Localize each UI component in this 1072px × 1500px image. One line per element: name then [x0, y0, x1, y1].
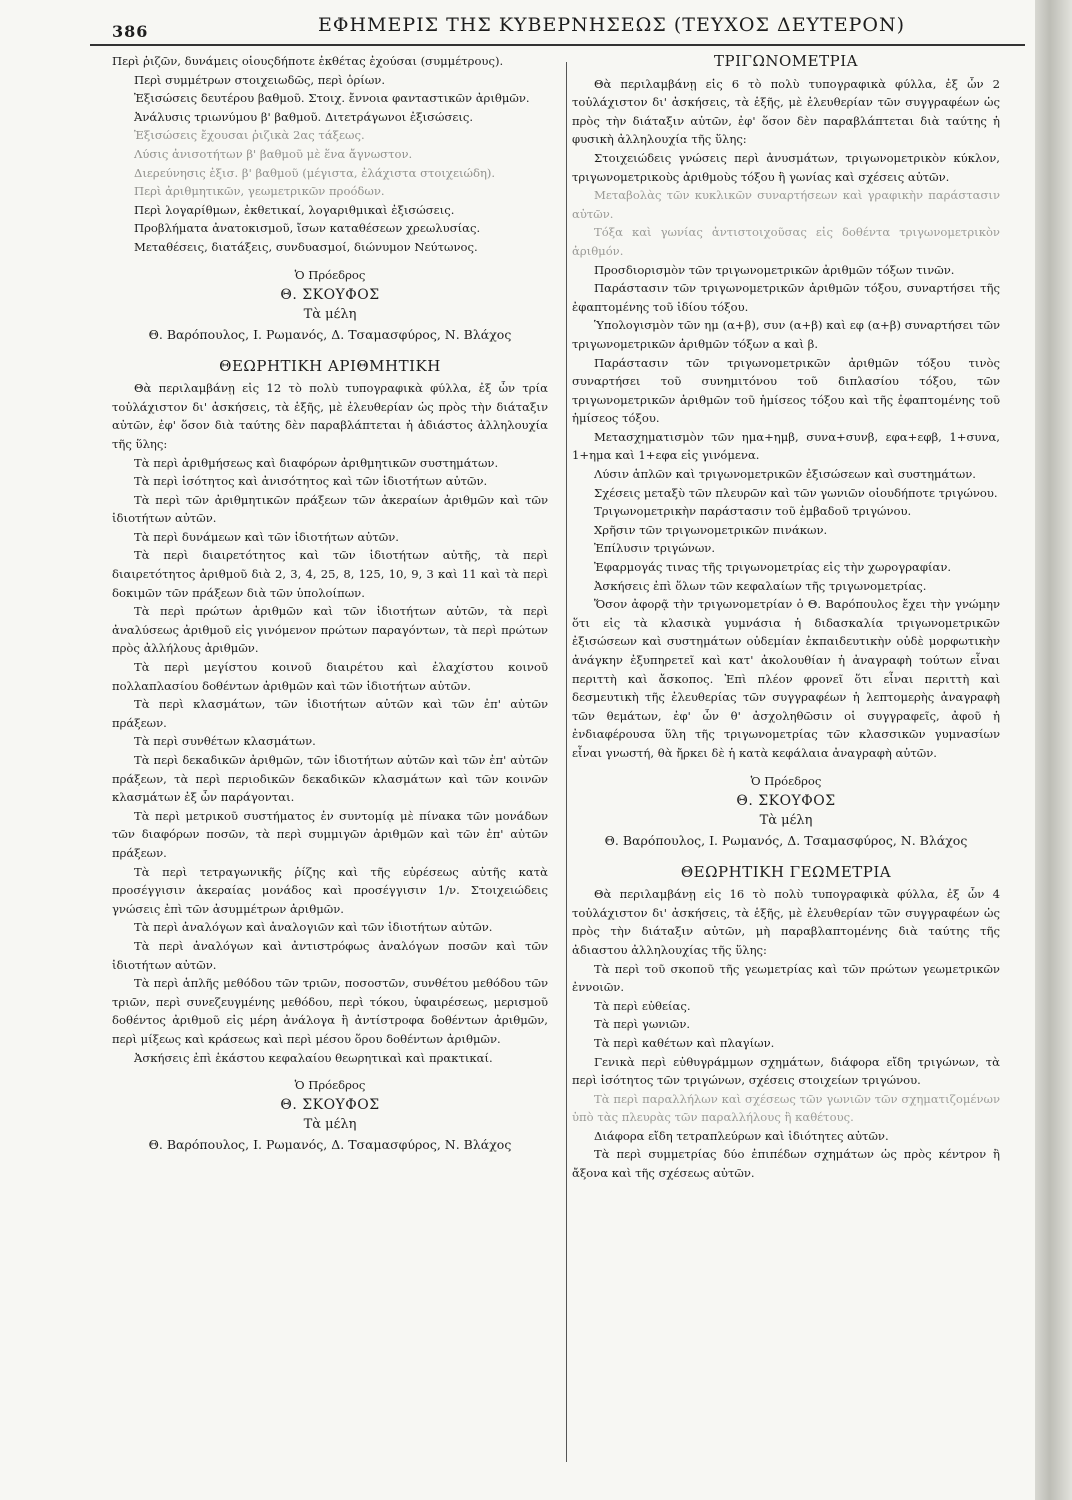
members-label: Τὰ μέλη — [759, 812, 813, 828]
chair-label: Ὁ Πρόεδρος — [294, 267, 366, 282]
paragraph: Θὰ περιλαμβάνῃ εἰς 12 τὸ πολὺ τυπογραφικὰ φύλλα, ἐξ ὧν τρία τοὐλάχιστον δι' ἀσκήσεις, τὰ ἑξῆς, μὲ ἐλευθερίαν ὡς πρὸς τὴν διάταξιν αὐτῶν, ἐφ' ὅσον διὰ ταύτης δὲν παραβλάπτεται ἡ ἀδιάστος ἀλληλουχία τῆς ὕλης: — [112, 381, 548, 451]
paragraph: Θὰ περιλαμβάνῃ εἰς 6 τὸ πολὺ τυπογραφικὰ φύλλα, ἐξ ὧν 2 τοὐλάχιστον δι' ἀσκήσεις, τὰ ἑξῆς, μὲ ἐλευθερίαν τῶν συγγραφέων ὡς πρὸς τὴν διάταξιν αὐτῶν, ἐφ' ὅσον δὲν παραβλάπτεται διὰ ταύτης ἡ φυσικὴ ἀλληλουχία τῆς ὕλης: — [572, 76, 1000, 147]
paragraph: Τὰ περὶ γωνιῶν. — [594, 1017, 691, 1032]
paragraph: Θὰ περιλαμβάνῃ εἰς 16 τὸ πολὺ τυπογραφικὰ φύλλα, ἐξ ὧν 4 τοὐλάχιστον δι' ἀσκήσεις, τὰ ἑξῆς, μὲ ἐλευθερίαν τῶν συγγραφέων ὡς πρὸς τὴν διάταξιν αὐτῶν, μὴ παραβλαπτομένης διὰ ταύτης τῆς ἀδιαστου ἀλληλουχίας τῆς ὕλης: — [572, 887, 1000, 957]
paragraph: Ἐξισώσεις δευτέρου βαθμοῦ. Στοιχ. ἔννοια φανταστικῶν ἀριθμῶν. — [134, 91, 530, 106]
paragraph: Μεταθέσεις, διατάξεις, συνδυασμοί, διώνυμον Νεύτωνος. — [134, 239, 478, 254]
paragraph: Τὰ περὶ ἀριθμήσεως καὶ διαφόρων ἀριθμητικῶν συστημάτων. — [134, 455, 499, 470]
paragraph: Τὰ περὶ τετραγωνικῆς ῥίζης καὶ τῆς εὑρέσεως αὐτῆς κατὰ προσέγγισιν ἀκεραίας μονάδος καὶ προσέγγισιν 1/ν. Στοιχειώδεις γνώσεις ἐπὶ τῶν ἀσυμμέτρων ἀριθμῶν. — [112, 864, 548, 916]
chair-name: Θ. ΣΚΟΥΦΟΣ — [280, 286, 380, 303]
paragraph: Τὰ περὶ δεκαδικῶν ἀριθμῶν, τῶν ἰδιοτήτων αὐτῶν καὶ τῶν ἐπ' αὐτῶν πράξεων, τὰ περὶ περιοδικῶν δεκαδικῶν κλασμάτων καὶ τῶν κοινῶν κλασμάτων ἐξ ὧν παράγονται. — [112, 753, 548, 805]
paragraph: Τὰ περὶ καθέτων καὶ πλαγίων. — [594, 1035, 775, 1050]
paragraph: Τὰ περὶ συνθέτων κλασμάτων. — [134, 734, 316, 749]
chair-label: Ὁ Πρόεδρος — [294, 1078, 366, 1093]
paragraph: Ὅσον ἀφορᾷ τὴν τριγωνομετρίαν ὁ Θ. Βαρόπουλος ἔχει τὴν γνώμην ὅτι εἰς τὰ κλασικὰ γυμνάσια ἡ διδασκαλία τριγωνομετρικῶν ἐξισώσεων καὶ συστημάτων οὐδεμίαν ἐκπαιδευτικὴν οὐδὲ μορφωτικὴν ἀνάγκην ἐξυπηρετεῖ καὶ κατ' ἀκολουθίαν ἡ ἀναγραφὴ τούτων εἶναι περιττὴ καὶ ἄσκοπος. Ἐπὶ πλέον φρονεῖ ὅτι εἶναι περιττὴ καὶ δεσμευτικὴ τῆς ἐλευθερίας τῶν συγγραφέων ἡ λεπτομερὴς ἀναγραφὴ τῶν θεμάτων, ἐφ' ὧν θ' ἀσχοληθῶσιν οἱ συγγραφεῖς, ἀφοῦ ἡ ἐνδιαφέρουσα ὕλη τῆς τριγωνομετρίας τῶν κλασσικῶν γυμνασίων εἶναι γνωστή, θὰ ἤρκει δὲ ἡ κατὰ κεφάλαια ἀναγραφὴ αὐτῶν. — [572, 597, 1000, 760]
paragraph: Τὰ περὶ συμμετρίας δύο ἐπιπέδων σχημάτων ὡς πρὸς κέντρον ἢ ἄξονα καὶ τῆς σχέσεως αὐτῶν. — [572, 1147, 1000, 1181]
chair-name: Θ. ΣΚΟΥΦΟΣ — [736, 792, 836, 809]
paragraph: Στοιχειώδεις γνώσεις περὶ ἀνυσμάτων, τριγωνομετρικὸν κύκλον, τριγωνομετρικοὺς ἀριθμοὺς τόξου ἢ γωνίας καὶ σχέσεις αὐτῶν. — [572, 150, 1000, 184]
paragraph: Σχέσεις μεταξὺ τῶν πλευρῶν καὶ τῶν γωνιῶν οἱουδήποτε τριγώνου. — [594, 485, 998, 500]
paragraph: Προβλήματα ἀνατοκισμοῦ, ἴσων καταθέσεων χρεωλυσίας. — [134, 221, 481, 236]
paragraph: Τριγωνομετρικὴν παράστασιν τοῦ ἐμβαδοῦ τριγώνου. — [594, 504, 912, 519]
section-title: ΘΕΩΡΗΤΙΚΗ ΓΕΩΜΕΤΡΙΑ — [680, 862, 892, 881]
paragraph: Τὰ περὶ ἀναλόγων καὶ ἀναλογιῶν καὶ τῶν ἰδιοτήτων αὐτῶν. — [134, 920, 493, 935]
paragraph: Λύσιν ἁπλῶν καὶ τριγωνομετρικῶν ἐξισώσεων καὶ συστημάτων. — [594, 467, 976, 482]
paragraph: Τὰ περὶ μετρικοῦ συστήματος ἐν συντομίᾳ μὲ πίνακα τῶν μονάδων τῶν διαφόρων ποσῶν, τὰ περὶ συμμιγῶν ἀριθμῶν καὶ τῶν ἐπ' αὐτῶν πράξεων. — [112, 808, 548, 860]
section-title: ΤΡΙΓΩΝΟΜΕΤΡΙΑ — [714, 52, 858, 70]
members-names: Θ. Βαρόπουλος, Ι. Ρωμανός, Δ. Τσαμασφύρος, Ν. Βλάχος — [148, 1137, 512, 1153]
members-label: Τὰ μέλη — [303, 306, 357, 322]
paragraph: Τὰ περὶ διαιρετότητος καὶ τῶν ἰδιοτήτων αὐτῆς, τὰ περὶ διαιρετότητος ἀριθμοῦ διὰ 2, 3, 4, 25, 8, 125, 10, 9, 3 καὶ 11 καὶ τὰ περὶ δοκιμῶν τῶν πράξεων διὰ τῶν ὑπολοίπων. — [112, 548, 548, 600]
paragraph: Τὰ περὶ μεγίστου κοινοῦ διαιρέτου καὶ ἐλαχίστου κοινοῦ πολλαπλασίου δοθέντων ἀριθμῶν καὶ τῶν ἰδιοτήτων αὐτῶν. — [112, 660, 548, 693]
right-column — [572, 52, 1000, 1183]
column-divider — [566, 62, 567, 1462]
paragraph: Τὰ περὶ κλασμάτων, τῶν ἰδιοτήτων αὐτῶν καὶ τῶν ἐπ' αὐτῶν πράξεων. — [112, 697, 548, 730]
paragraph: Ἀνάλυσις τριωνύμου β' βαθμοῦ. Διτετράγωνοι ἐξισώσεις. — [134, 109, 474, 124]
paragraph: Περὶ συμμέτρων στοιχειωδῶς, περὶ ὁρίων. — [134, 72, 386, 87]
paragraph: Μετασχηματισμὸν τῶν ημα+ημβ, συνα+συνβ, εφα+εφβ, 1+συνα, 1+ημα καὶ 1+εφα εἰς γινόμενα. — [572, 429, 1000, 463]
signature-block — [572, 771, 1000, 851]
paragraph: Παράστασιν τῶν τριγωνομετρικῶν ἀριθμῶν τόξου τινὸς συναρτήσει τοῦ συνημιτόνου τοῦ διπλασίου τόξου, τῶν τριγωνομετρικῶν ἀριθμῶν τοῦ ἡμίσεος τόξου καὶ τῆς ἐφαπτομένης τοῦ ἡμίσεος τόξου. — [572, 355, 1000, 426]
paragraph: Τὰ περὶ ἰσότητος καὶ ἀνισότητος καὶ τῶν ἰδιοτήτων αὐτῶν. — [134, 474, 488, 489]
paragraph: Περὶ ἀριθμητικῶν, γεωμετρικῶν προόδων. — [134, 184, 385, 199]
paragraph: Μεταβολὰς τῶν κυκλικῶν συναρτήσεων καὶ γραφικὴν παράστασιν αὐτῶν. — [572, 188, 1000, 221]
paragraph: Τὰ περὶ εὐθείας. — [594, 998, 691, 1013]
page-edge-shadow — [1035, 0, 1072, 1500]
members-names: Θ. Βαρόπουλος, Ι. Ρωμανός, Δ. Τσαμασφύρος, Ν. Βλάχος — [604, 832, 968, 848]
paragraph: Τὰ περὶ πρώτων ἀριθμῶν καὶ τῶν ἰδιοτήτων αὐτῶν, τὰ περὶ ἀναλύσεως ἀριθμοῦ εἰς γινόμενον πρώτων παραγόντων, τὰ περὶ πρώτων πρὸς ἀλλήλους ἀριθμῶν. — [112, 604, 548, 656]
paragraph: Τὰ περὶ δυνάμεων καὶ τῶν ἰδιοτήτων αὐτῶν. — [134, 529, 399, 544]
left-column — [112, 52, 548, 1165]
paragraph: Τὰ περὶ τοῦ σκοποῦ τῆς γεωμετρίας καὶ τῶν πρώτων γεωμετρικῶν ἐννοιῶν. — [572, 961, 1000, 995]
paragraph: Διάφορα εἴδη τετραπλεύρων καὶ ἰδιότητες αὐτῶν. — [594, 1128, 889, 1143]
signature-block — [112, 265, 548, 345]
section-title: ΘΕΩΡΗΤΙΚΗ ΑΡΙΘΜΗΤΙΚΗ — [219, 356, 441, 375]
paragraph: Περὶ ῥιζῶν, δυνάμεις οἱουςδήποτε ἐκθέτας ἐχούσαι (συμμέτρους). — [112, 54, 504, 68]
paragraph: Γενικὰ περὶ εὐθυγράμμων σχημάτων, διάφορα εἴδη τριγώνων, τὰ περὶ ἰσότητος τῶν τριγώνων, σχέσεις στοιχείων τριγώνου. — [572, 1054, 1000, 1088]
paragraph: Προσδιορισμὸν τῶν τριγωνομετρικῶν ἀριθμῶν τόξων τινῶν. — [594, 262, 955, 277]
paragraph: Ἐφαρμογάς τινας τῆς τριγωνομετρίας εἰς τὴν χωρογραφίαν. — [594, 560, 952, 575]
page-number: 386 — [112, 22, 149, 41]
page-header — [90, 6, 1025, 46]
members-label: Τὰ μέλη — [303, 1117, 357, 1133]
paragraph: Περὶ λογαρίθμων, ἐκθετικαί, λογαριθμικαὶ ἐξισώσεις. — [134, 202, 455, 217]
paragraph: Χρῆσιν τῶν τριγωνομετρικῶν πινάκων. — [594, 522, 828, 537]
paragraph: Τὰ περὶ ἁπλῆς μεθόδου τῶν τριῶν, ποσοστῶν, συνθέτου μεθόδου τῶν τριῶν, περὶ συνεζευγμένης μεθόδου, περὶ τόκου, ὑφαιρέσεως, μερισμοῦ δοθέντος ἀριθμοῦ εἰς μέρη ἀνάλογα ἢ ἀντίστροφα δοθέντων ἀριθμῶν, περὶ μίξεως καὶ κράσεως καὶ περὶ μέσου ὅρου δοθέντων ἀριθμῶν. — [112, 976, 548, 1046]
paragraph: Ὑπολογισμὸν τῶν ημ (α+β), συν (α+β) καὶ εφ (α+β) συναρτήσει τῶν τριγωνομετρικῶν ἀριθμῶν τόξων α καὶ β. — [572, 318, 1000, 351]
paragraph: Τὰ περὶ ἀναλόγων καὶ ἀντιστρόφως ἀναλόγων ποσῶν καὶ τῶν ἰδιοτήτων αὐτῶν. — [112, 938, 548, 972]
paragraph: Διερεύνησις ἐξισ. β' βαθμοῦ (μέγιστα, ἐλάχιστα στοιχειώδη). — [134, 165, 496, 180]
paragraph: Ἐξισώσεις ἔχουσαι ῥιζικὰ 2ας τάξεως. — [134, 128, 365, 143]
paragraph: Ἀσκήσεις ἐπὶ ὅλων τῶν κεφαλαίων τῆς τριγωνομετρίας. — [594, 578, 927, 593]
paragraph: Τόξα καὶ γωνίας ἀντιστοιχοῦσας εἰς δοθέντα τριγωνομετρικὸν ἀριθμόν. — [572, 225, 1000, 258]
paragraph: Ἀσκήσεις ἐπὶ ἑκάστου κεφαλαίου θεωρητικαὶ καὶ πρακτικαί. — [134, 1050, 493, 1065]
members-names: Θ. Βαρόπουλος, Ι. Ρωμανός, Δ. Τσαμασφύρος, Ν. Βλάχος — [148, 326, 512, 342]
running-title: ΕΦΗΜΕΡΙΣ ΤΗΣ ΚΥΒΕΡΝΗΣΕΩΣ (ΤΕΥΧΟΣ ΔΕΥΤΕΡΟΝ) — [318, 14, 906, 36]
paragraph: Λύσις ἀνισοτήτων β' βαθμοῦ μὲ ἕνα ἄγνωστον. — [134, 146, 413, 161]
paragraph: Τὰ περὶ παραλλήλων καὶ σχέσεως τῶν γωνιῶν τῶν σχηματιζομένων ὑπὸ τὰς πλευρὰς τῶν παραλλήλους ἢ καθέτους. — [572, 1091, 1000, 1125]
chair-label: Ὁ Πρόεδρος — [750, 773, 822, 788]
signature-block — [112, 1075, 548, 1155]
chair-name: Θ. ΣΚΟΥΦΟΣ — [280, 1097, 380, 1114]
paragraph: Ἐπίλυσιν τριγώνων. — [594, 541, 716, 556]
paragraph: Τὰ περὶ τῶν ἀριθμητικῶν πράξεων τῶν ἀκεραίων ἀριθμῶν καὶ τῶν ἰδιοτήτων αὐτῶν. — [112, 492, 548, 526]
paragraph: Παράστασιν τῶν τριγωνομετρικῶν ἀριθμῶν τόξου, συναρτήσει τῆς ἐφαπτομένης τοῦ ἰδίου τόξου. — [572, 281, 1000, 314]
header-rule — [90, 44, 1025, 46]
